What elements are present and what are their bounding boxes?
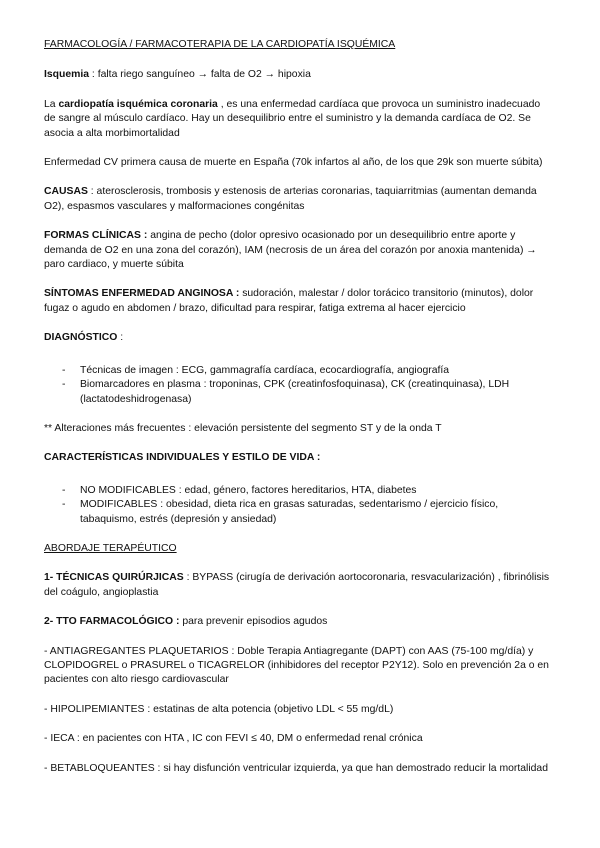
caracteristicas-heading [44, 451, 550, 465]
diagnostico-heading [44, 331, 550, 345]
list-item: - Técnicas de imagen : ECG, gammagrafía cardíaca, ecocardiografía, angiografía [44, 364, 550, 378]
caracteristicas-term: CARACTERÍSTICAS INDIVIDUALES Y ESTILO DE VIDA : [44, 452, 321, 464]
enfermedad-cv-paragraph: Enfermedad CV primera causa de muerte en España (70k infartos al año, de los que 29k son muerte súbita) [44, 157, 543, 169]
tto-text: para prevenir episodios agudos [179, 616, 328, 628]
causas-term: CAUSAS [44, 186, 88, 198]
isquemia-term: Isquemia [44, 69, 90, 81]
formas-clinicas-paragraph [44, 229, 550, 272]
list-item: - NO MODIFICABLES : edad, género, factores hereditarios, HTA, diabetes [44, 484, 550, 498]
sintomas-term: SÍNTOMAS ENFERMEDAD ANGINOSA : [44, 288, 240, 300]
tto-term: 2- TTO FARMACOLÓGICO : [44, 616, 180, 628]
tecnicas-term: 1- TÉCNICAS QUIRÚRJICAS [44, 572, 184, 584]
diagnostico-term: DIAGNÓSTICO [44, 332, 118, 344]
isquemia-text: : falta riego sanguíneo → falta de O2 → hipoxia [89, 69, 311, 81]
formas-text: angina de pecho (dolor opresivo ocasionado por un desequilibrio entre aporte y demanda de O2 en una zona del corazón), IAM (necrosis de un área del corazón por anoxia mantenida) → paro cardiaco, y muerte súbita [44, 230, 537, 271]
antiagregantes-paragraph: - ANTIAGREGANTES PLAQUETARIOS : Doble Terapia Antiagregante (DAPT) con AAS (75-100 mg/día) y CLOPIDOGREL o PRASUREL o TICAGRELOR (inhibidores del receptor P2Y12). Solo en prevención 2a o en pacientes con alto riesgo cardiovascular [44, 645, 549, 686]
tto-paragraph [44, 615, 550, 629]
causas-text: : aterosclerosis, trombosis y estenosis de arterias coronarias, taquiarritmias (aumentan demanda O2), espasmos vasculares y malformaciones congénitas [44, 186, 537, 212]
diagnostico-list [44, 364, 550, 407]
diagnostico-suffix: : [117, 332, 124, 344]
tecnicas-text: : BYPASS (cirugía de derivación aortocoronaria, resvacularización) , fibrinólisis del coágulo, angioplastia [44, 572, 550, 598]
betabloqueantes-paragraph: - BETABLOQUEANTES : si hay disfunción ventricular izquierda, ya que han demostrado reducir la mortalidad [44, 762, 548, 774]
isquemia-paragraph [44, 68, 550, 82]
ieca-paragraph: - IECA : en pacientes con HTA , IC con FEVI ≤ 40, DM o enfermedad renal crónica [44, 733, 423, 745]
list-item: - MODIFICABLES : obesidad, dieta rica en grasas saturadas, sedentarismo / ejercicio físico, tabaquismo, estrés (depresión y ansiedad) [44, 498, 550, 527]
cardiopatia-paragraph [44, 98, 550, 141]
sintomas-paragraph [44, 287, 550, 316]
abordaje-heading: ABORDAJE TERAPÉUTICO [44, 542, 177, 554]
causas-paragraph [44, 185, 550, 214]
tecnicas-paragraph [44, 571, 550, 600]
caracteristicas-list [44, 484, 550, 527]
list-item: - Biomarcadores en plasma : troponinas, CPK (creatinfosfoquinasa), CK (creatinquinasa), LDH (lactatodeshidrogenasa) [44, 378, 550, 407]
cardiopatia-term: cardiopatía isquémica coronaria [58, 98, 218, 110]
sintomas-text: sudoración, malestar / dolor torácico transitorio (minutos), dolor fugaz o agudo en abdomen / brazo, dificultad para respirar, fatiga extrema al hacer ejercicio [44, 288, 534, 314]
cardiopatia-text: , es una enfermedad cardíaca que provoca un suministro inadecuado de sangre al músculo cardíaco. Hay un desequilibrio entre el suministro y la demanda cardíaca de O2. Se asocia a alta morbimortalidad [44, 98, 541, 139]
formas-term: FORMAS CLÍNICAS : [44, 230, 148, 242]
document-title: FARMACOLOGÍA / FARMACOTERAPIA DE LA CARDIOPATÍA ISQUÉMICA [44, 39, 396, 50]
cardiopatia-pre: La [44, 98, 59, 110]
diagnostico-note: ** Alteraciones más frecuentes : elevación persistente del segmento ST y de la onda T [44, 422, 442, 434]
hipolipemiantes-paragraph: - HIPOLIPEMIANTES : estatinas de alta potencia (objetivo LDL < 55 mg/dL) [44, 703, 394, 715]
